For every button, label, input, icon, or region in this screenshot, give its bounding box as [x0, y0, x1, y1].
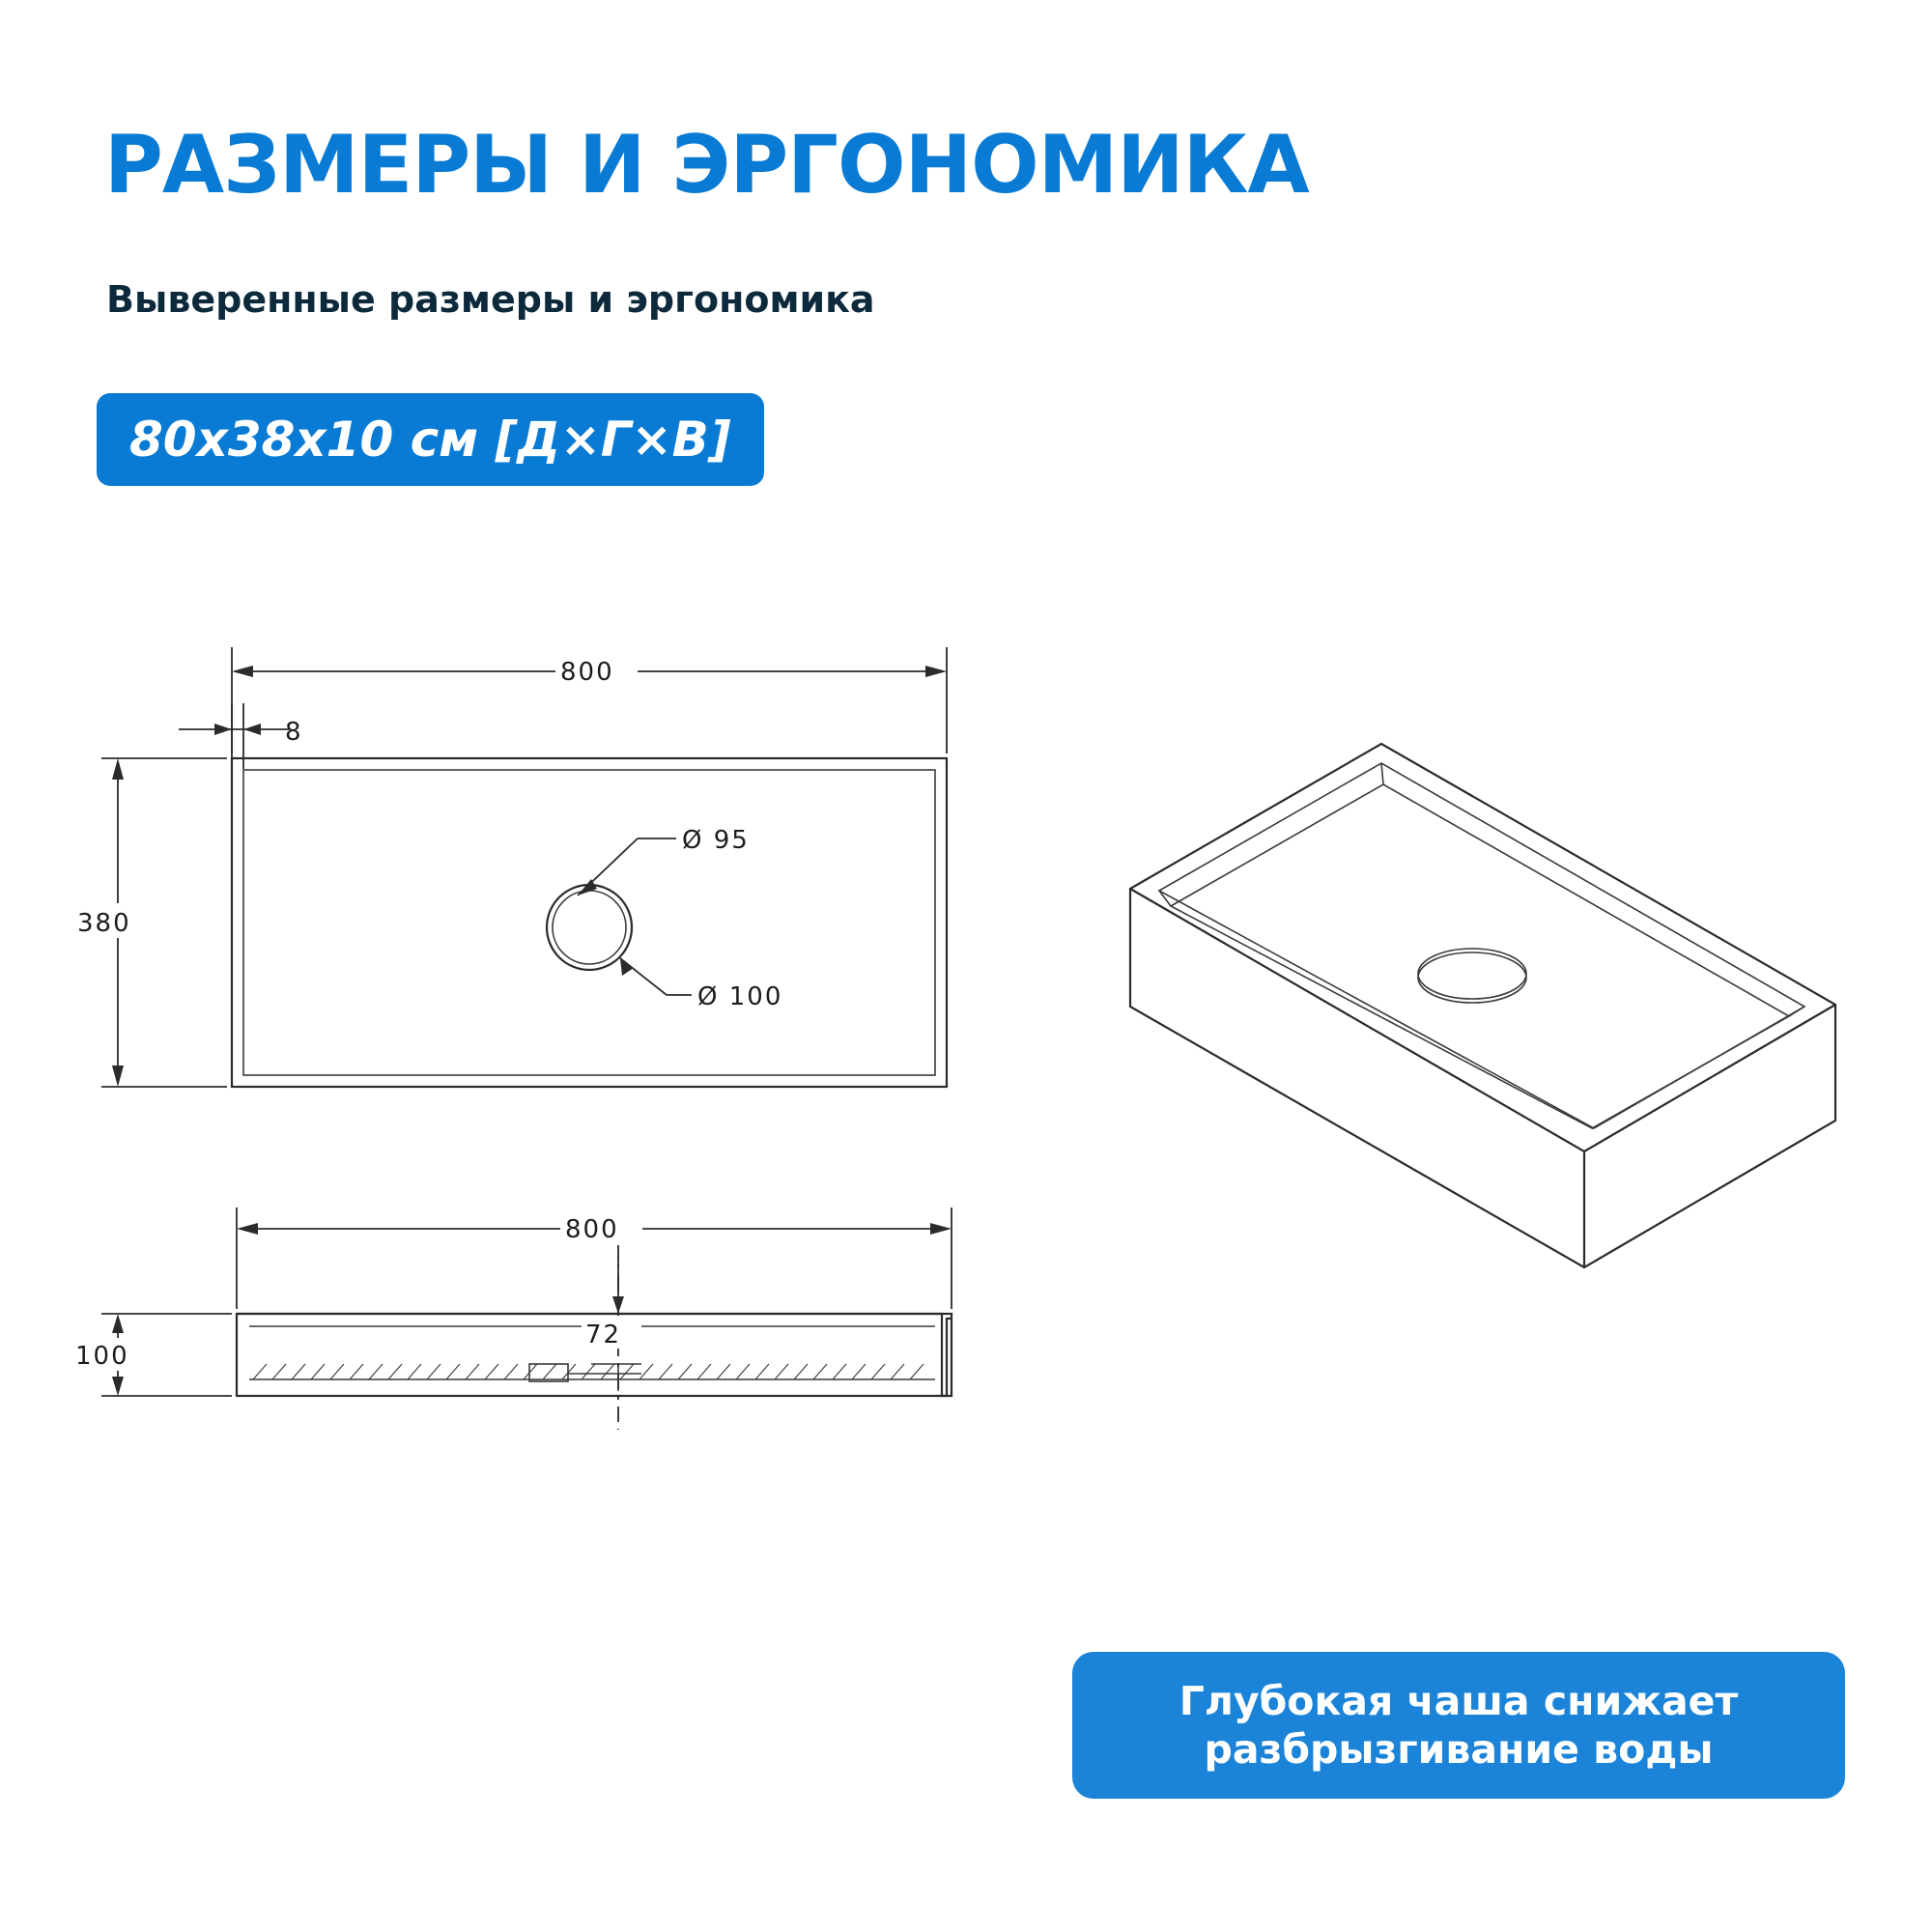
drawings-svg	[0, 580, 1932, 1594]
front-view-hatching	[253, 1364, 923, 1379]
front-view-inner-depth-label: 72	[585, 1321, 622, 1350]
callout-card	[1072, 1652, 1845, 1799]
drain-outer-label: Ø 100	[697, 982, 783, 1011]
iso-basin-wall-back	[1381, 763, 1383, 784]
drain-inner-leader	[578, 826, 750, 895]
front-view-width-dimension	[237, 1208, 952, 1309]
front-view-height-label: 100	[75, 1342, 129, 1371]
drain-outer-leader	[620, 958, 782, 1011]
front-view-height-dimension	[73, 1314, 232, 1396]
front-view-width-label: 800	[565, 1215, 619, 1244]
iso-drain-ellipse	[1418, 952, 1526, 1003]
page-title: РАЗМЕРЫ И ЭРГОНОМИКА	[104, 118, 1309, 212]
callout-line-2: разбрызгивание воды	[1204, 1726, 1714, 1774]
drain-inner-circle	[553, 891, 626, 964]
top-view-depth-dimension	[75, 758, 227, 1087]
page-subtitle: Выверенные размеры и эргономика	[106, 278, 875, 321]
top-view-wall-label: 8	[285, 718, 303, 747]
callout-line-1: Глубокая чаша снижает	[1179, 1678, 1739, 1724]
iso-basin-floor	[1171, 784, 1789, 1128]
iso-top-rim	[1130, 889, 1835, 1151]
top-view-width-label: 800	[560, 658, 614, 687]
technical-drawings	[0, 580, 1932, 1594]
drain-outer-circle	[547, 885, 632, 970]
iso-view-drawing	[1130, 744, 1835, 1267]
top-view-drawing	[75, 647, 947, 1087]
iso-drain-cap	[1418, 949, 1526, 999]
front-view-drawing	[73, 1208, 952, 1430]
top-view-inner-rect	[243, 770, 935, 1075]
top-view-outer-rect	[232, 758, 947, 1087]
top-view-depth-label: 380	[77, 909, 131, 938]
top-view-width-dimension	[232, 647, 947, 753]
drain-inner-label: Ø 95	[682, 826, 750, 855]
iso-basin-wall-right	[1789, 1007, 1804, 1016]
front-view-drain-detail	[529, 1364, 641, 1391]
iso-basin-opening	[1159, 763, 1804, 1128]
front-view-inner-depth-dimension	[582, 1256, 641, 1350]
size-badge: 80x38x10 см [Д×Г×В]	[97, 393, 764, 486]
